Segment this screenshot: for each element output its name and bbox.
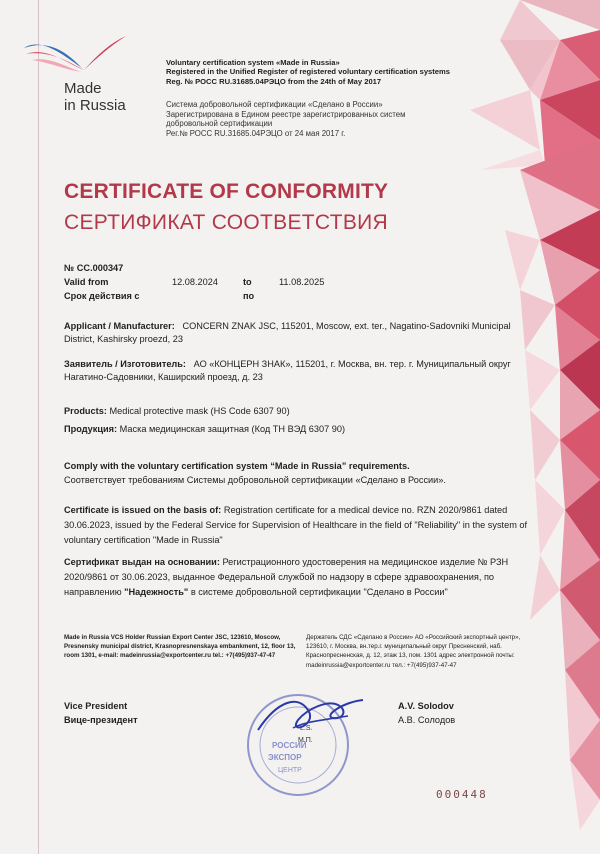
title-english: CERTIFICATE OF CONFORMITY — [64, 180, 389, 203]
products-value-en: Medical protective mask (HS Code 6307 90) — [109, 406, 290, 416]
brand-line-2: in Russia — [64, 97, 126, 114]
serial-number: 000448 — [436, 788, 488, 801]
issued-value-ru-a: Регистрационного удостоверения на медицинское изделие № РЗН 2020/9861 от 30.06.2023, выданное Федеральной службой по надзору в сфере здравоохранения, по направлению — [64, 557, 509, 597]
footer-en: Made in Russia VCS Holder Russian Export Center JSC, 123610, Moscow, Presnensky municipal district, Krasnopresnenskaya embankment, 12, floor 13, room 1301, e-mail: madeinrussia@exportcenter.ru tel.: +7(495)937-47-47 — [64, 634, 296, 660]
header-ru-line-4: Рег.№ РОСС RU.31685.04РЭЦО от 24 мая 2017 г. — [166, 128, 346, 138]
signatory-title-en: Vice President — [64, 701, 128, 711]
svg-text:L.S.: L.S. — [300, 725, 313, 732]
products-en — [64, 405, 514, 418]
applicant-ru — [64, 358, 514, 385]
products-label-ru: Продукция: — [64, 424, 118, 434]
svg-text:М.П.: М.П. — [298, 737, 313, 744]
comply-statement-en: Comply with the voluntary certification system “Made in Russia” requirements. — [64, 461, 410, 471]
header-en-line-3: Reg. № РОСС RU.31685.04РЭЦО from the 24th of May 2017 — [166, 76, 382, 86]
svg-text:ЦЕНТР: ЦЕНТР — [278, 767, 302, 774]
to-label: to — [243, 277, 252, 287]
comply-statement-ru: Соответствует требованиям Системы добровольной сертификации «Сделано в России». — [64, 475, 446, 485]
valid-to-date: 11.08.2025 — [279, 277, 325, 287]
footer-holder-info — [64, 633, 529, 670]
svg-text:ЭКСПОР: ЭКСПОР — [268, 753, 302, 762]
header-en-line-2: Registered in the Unified Register of registered voluntary certification systems — [166, 67, 450, 77]
header-ru-line-3: добровольной сертификации — [166, 119, 273, 129]
po-label: по — [243, 291, 255, 301]
signatory-name-ru: А.В. Солодов — [398, 715, 456, 725]
issued-basis-ru — [64, 555, 529, 600]
applicant-en — [64, 320, 514, 347]
products-label-en: Products: — [64, 406, 107, 416]
brand-name — [64, 80, 126, 114]
header-en-line-1: Voluntary certification system «Made in Russia» — [166, 58, 340, 67]
issued-basis-en — [64, 503, 529, 548]
srok-label: Срок действия с — [64, 291, 140, 301]
products-value-ru: Маска медицинская защитная (Код ТН ВЭД 6307 90) — [119, 424, 346, 434]
certificate-number: № СС.000347 — [64, 263, 124, 273]
valid-from-date: 12.08.2024 — [172, 277, 218, 287]
footer-ru: Держатель СДС «Сделано в России» АО «Российский экспортный центр», 123610, г. Москва, вн.тер.г. муниципальный округ Пресненский, наб. Краснопресненская, д. 12, этаж 13, пом. 1301 адрес электронной почты: madeinrussia@exportcenter.ru тел.: +7(495)937-47-47 — [306, 634, 521, 669]
made-in-russia-logo-icon — [22, 28, 132, 78]
issued-value-en: Registration certificate for a medical device no. RZN 2020/9861 dated 30.06.2023, issued by the Federal Service for Supervision of Healthcare in the field of "Reliability" in the system of voluntary certification "Made in Russia" — [64, 505, 528, 545]
products-ru — [64, 423, 514, 436]
header-russian — [166, 100, 486, 138]
applicant-value-ru: АО «КОНЦЕРН ЗНАК», 115201, г. Москва, вн. тер. г. Муниципальный округ Нагатино-Садовники, Каширский проезд, д. 23 — [64, 359, 511, 383]
header-ru-line-2: Зарегистрирована в Едином реестре зарегистрированных систем — [166, 109, 406, 119]
issued-label-ru: Сертификат выдан на основании: — [64, 557, 220, 567]
issued-label-en: Certificate is issued on the basis of: — [64, 505, 222, 515]
header-ru-line-1: Система добровольной сертификации «Сделано в России» — [166, 100, 383, 109]
issued-value-ru-bold: "Надежность" — [124, 587, 189, 597]
issued-value-ru-b: в системе добровольной сертификации "Сделано в России" — [188, 587, 448, 597]
valid-from-label: Valid from — [64, 277, 109, 287]
title-russian: СЕРТИФИКАТ СООТВЕТСТВИЯ — [64, 211, 388, 234]
svg-text:РОССИЙ: РОССИЙ — [272, 741, 307, 750]
applicant-value-en: CONCERN ZNAK JSC, 115201, Moscow, ext. ter., Nagatino-Sadovniki Municipal District, Kashirsky proezd, 23 — [64, 321, 511, 345]
applicant-label-ru: Заявитель / Изготовитель: — [64, 359, 186, 369]
signatory-title-ru: Вице-президент — [64, 715, 138, 725]
signatory-name-en: A.V. Solodov — [398, 701, 454, 711]
header-english — [166, 58, 506, 86]
applicant-label-en: Applicant / Manufacturer: — [64, 321, 175, 331]
brand-line-1: Made — [64, 80, 102, 97]
signature-icon — [248, 690, 378, 750]
